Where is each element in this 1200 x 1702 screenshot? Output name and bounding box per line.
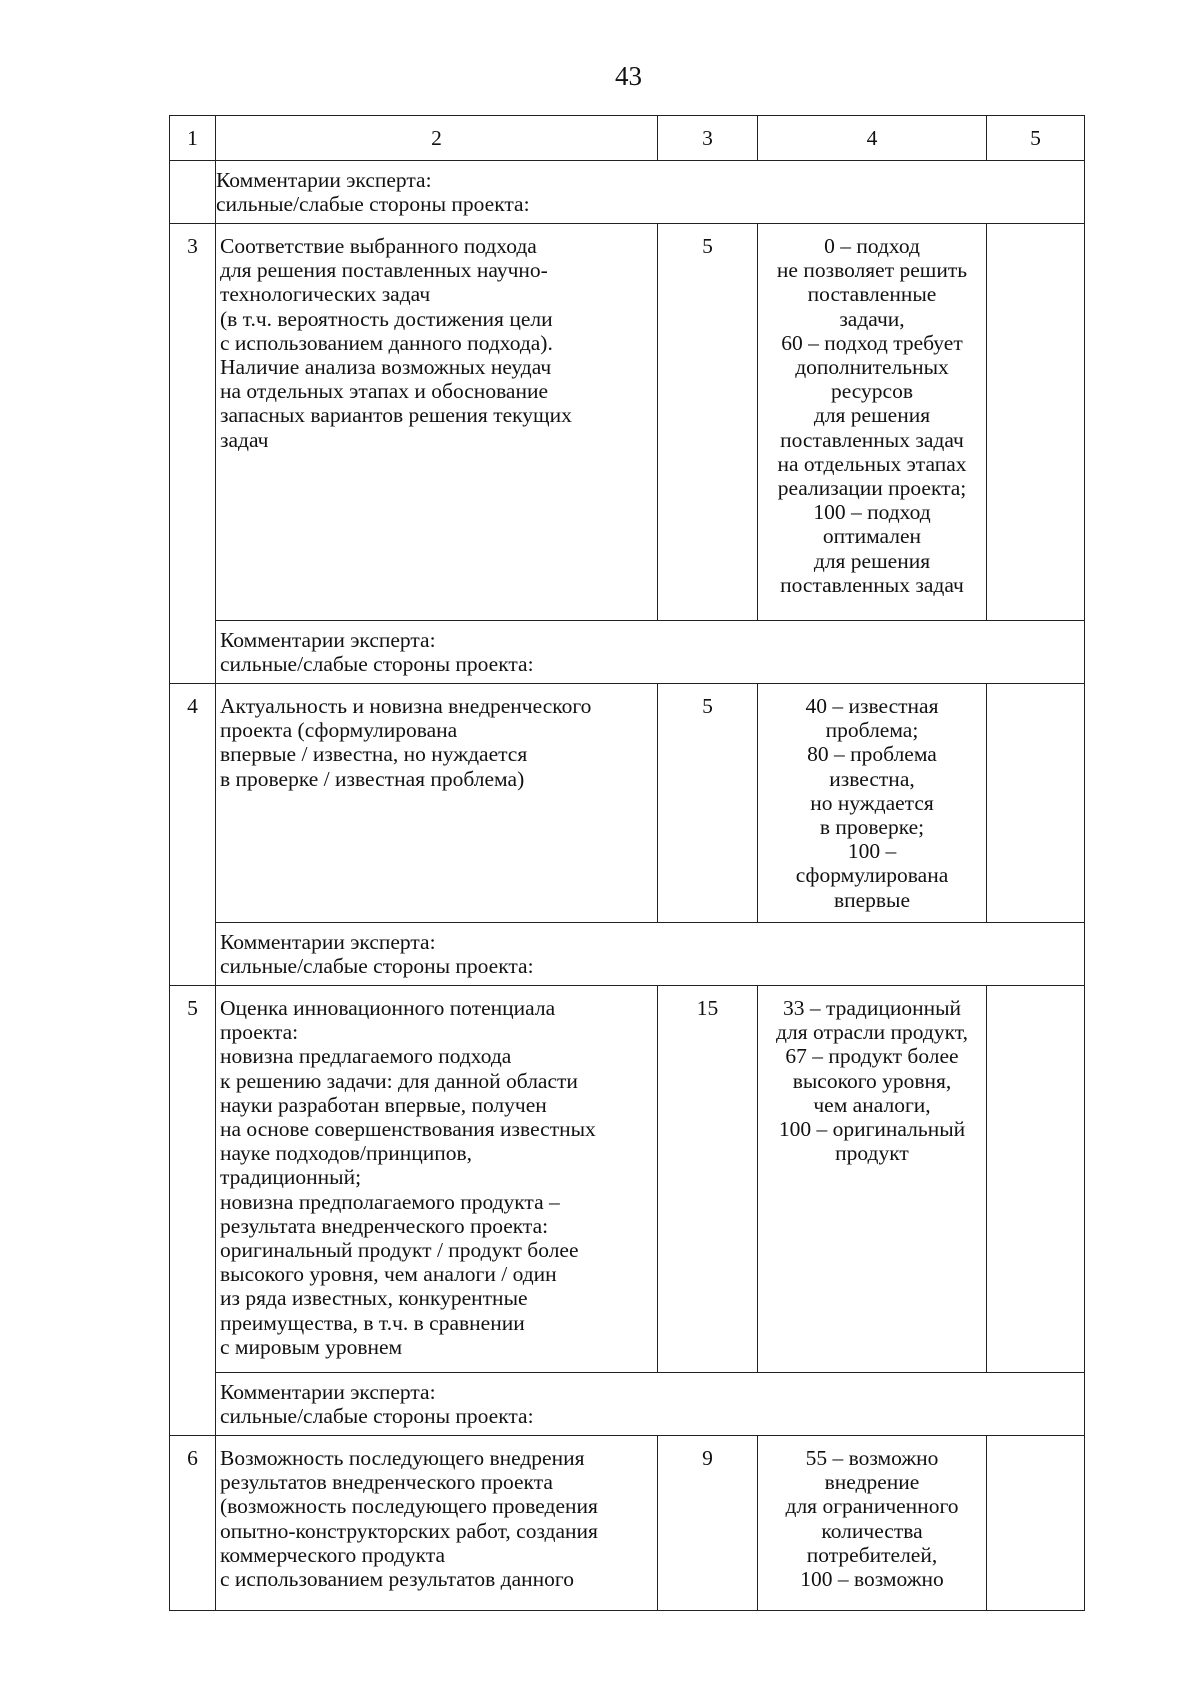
scale-line: поставленные bbox=[807, 282, 937, 307]
scale-line: но нуждается bbox=[810, 790, 934, 815]
criterion-line: науки разработан впервые, получен bbox=[220, 1092, 547, 1117]
scale-line: сформулирована bbox=[795, 863, 949, 888]
scale-line: 100 – подход bbox=[813, 500, 931, 525]
scale-line: чем аналоги, bbox=[813, 1092, 931, 1117]
criterion-line: преимущества, в т.ч. в сравнении bbox=[220, 1310, 525, 1335]
criterion-line: к решению задачи: для данной области bbox=[220, 1068, 578, 1093]
criterion-line: высокого уровня, чем аналоги / один bbox=[220, 1262, 557, 1287]
criterion-text bbox=[216, 1436, 658, 1611]
scale-line: 67 – продукт более bbox=[785, 1044, 959, 1069]
scale-line: продукт bbox=[835, 1141, 909, 1166]
criterion-row-3 bbox=[170, 224, 1085, 621]
criterion-row-5 bbox=[170, 986, 1085, 1373]
expert-comment-cell bbox=[216, 621, 1085, 684]
scale-line: количества bbox=[821, 1518, 923, 1543]
table-header-row bbox=[170, 116, 1085, 161]
scale-line: задачи, bbox=[839, 306, 905, 331]
comment-label: Комментарии эксперта: bbox=[220, 930, 436, 954]
criterion-text bbox=[216, 684, 658, 923]
criterion-line: с использованием данного подхода). bbox=[220, 330, 553, 355]
scale-line: 60 – подход требует bbox=[781, 330, 963, 355]
header-col-4: 4 bbox=[758, 116, 987, 161]
scale-line: на отдельных этапах bbox=[777, 451, 967, 476]
row-number: 4 bbox=[170, 684, 216, 986]
scale-line: не позволяет решить bbox=[776, 258, 968, 283]
criterion-line: задач bbox=[220, 427, 269, 452]
weight-value: 15 bbox=[658, 986, 758, 1373]
criterion-row-4 bbox=[170, 684, 1085, 923]
scale-line: 40 – известная bbox=[805, 694, 939, 718]
criterion-line: опытно-конструкторских работ, создания bbox=[220, 1518, 598, 1543]
criterion-line: на отдельных этапах и обоснование bbox=[220, 379, 549, 404]
comment-sublabel: сильные/слабые стороны проекта: bbox=[220, 652, 534, 677]
scale-line: поставленных задач bbox=[780, 427, 964, 452]
criterion-line: оригинальный продукт / продукт более bbox=[220, 1238, 579, 1263]
criterion-text bbox=[216, 986, 658, 1373]
scale-line: для решения bbox=[813, 548, 931, 573]
criterion-line: с использованием результатов данного bbox=[220, 1567, 574, 1592]
criterion-line: результатов внедренческого проекта bbox=[220, 1470, 553, 1495]
criterion-line: новизна предлагаемого подхода bbox=[220, 1044, 512, 1069]
scale-line: высокого уровня, bbox=[792, 1068, 952, 1093]
row-number: 3 bbox=[170, 224, 216, 684]
scale-line: внедрение bbox=[824, 1470, 920, 1495]
criterion-line: традиционный; bbox=[220, 1165, 362, 1190]
criterion-line: Оценка инновационного потенциала bbox=[220, 996, 556, 1020]
comment-label: Комментарии эксперта: bbox=[220, 1380, 436, 1404]
score-cell[interactable] bbox=[987, 224, 1085, 621]
scale-line: для отрасли продукт, bbox=[776, 1020, 968, 1045]
comment-label: Комментарии эксперта: bbox=[216, 168, 432, 192]
page-number: 43 bbox=[615, 61, 642, 91]
criterion-line: из ряда известных, конкурентные bbox=[220, 1286, 528, 1311]
criterion-line: проекта (сформулирована bbox=[220, 718, 458, 743]
criterion-text bbox=[216, 224, 658, 621]
row-number: 5 bbox=[170, 986, 216, 1436]
scale-line: проблема; bbox=[825, 718, 919, 743]
criterion-line: Возможность последующего внедрения bbox=[220, 1446, 585, 1470]
criterion-line: коммерческого продукта bbox=[220, 1542, 446, 1567]
scale-line: 55 – возможно bbox=[805, 1446, 939, 1470]
criterion-row-6 bbox=[170, 1436, 1085, 1611]
comment-sublabel: сильные/слабые стороны проекта: bbox=[216, 192, 530, 217]
weight-value: 5 bbox=[658, 224, 758, 621]
scale-line: 100 – оригинальный bbox=[778, 1117, 966, 1142]
score-scale bbox=[758, 1436, 987, 1611]
comment-row bbox=[170, 1373, 1085, 1436]
criterion-line: результата внедренческого проекта: bbox=[220, 1213, 549, 1238]
scale-line: 80 – проблема bbox=[807, 742, 937, 767]
header-col-2: 2 bbox=[216, 116, 658, 161]
scale-line: 100 – bbox=[847, 839, 897, 864]
score-cell[interactable] bbox=[987, 684, 1085, 923]
comment-sublabel: сильные/слабые стороны проекта: bbox=[220, 954, 534, 979]
scale-line: известна, bbox=[829, 766, 915, 791]
weight-value: 5 bbox=[658, 684, 758, 923]
scale-line: поставленных задач bbox=[780, 572, 964, 597]
scale-line: оптимален bbox=[822, 524, 922, 549]
criterion-line: проекта: bbox=[220, 1020, 299, 1045]
scale-line: для решения bbox=[813, 403, 931, 428]
score-scale bbox=[758, 684, 987, 923]
scale-line: 100 – возможно bbox=[800, 1567, 944, 1592]
comment-row bbox=[170, 621, 1085, 684]
comment-label: Комментарии эксперта: bbox=[220, 628, 436, 652]
expert-comment-cell bbox=[216, 161, 1085, 224]
scale-line: для ограниченного bbox=[785, 1494, 959, 1519]
score-cell[interactable] bbox=[987, 1436, 1085, 1611]
comment-sublabel: сильные/слабые стороны проекта: bbox=[220, 1404, 534, 1429]
evaluation-criteria-table bbox=[169, 115, 1085, 1611]
criterion-line: Наличие анализа возможных неудач bbox=[220, 355, 552, 380]
scale-line: дополнительных bbox=[795, 355, 949, 380]
score-cell[interactable] bbox=[987, 986, 1085, 1373]
scale-line: 33 – традиционный bbox=[782, 996, 962, 1020]
criterion-line: с мировым уровнем bbox=[220, 1334, 403, 1359]
header-col-5: 5 bbox=[987, 116, 1085, 161]
criterion-line: Соответствие выбранного подхода bbox=[220, 234, 537, 258]
comment-row bbox=[170, 161, 1085, 224]
row-number: 6 bbox=[170, 1436, 216, 1611]
scale-line: в проверке; bbox=[819, 815, 925, 840]
score-scale bbox=[758, 224, 987, 621]
scale-line: потребителей, bbox=[806, 1542, 938, 1567]
criterion-line: Актуальность и новизна внедренческого bbox=[220, 694, 592, 718]
scale-line: 0 – подход bbox=[824, 234, 920, 258]
weight-value: 9 bbox=[658, 1436, 758, 1611]
criterion-line: новизна предполагаемого продукта – bbox=[220, 1189, 560, 1214]
expert-comment-cell bbox=[216, 923, 1085, 986]
header-col-1: 1 bbox=[170, 116, 216, 161]
criterion-line: науке подходов/принципов, bbox=[220, 1141, 473, 1166]
scale-line: впервые bbox=[833, 887, 911, 912]
criterion-line: технологических задач bbox=[220, 282, 431, 307]
criterion-line: в проверке / известная проблема) bbox=[220, 766, 525, 791]
expert-comment-cell bbox=[216, 1373, 1085, 1436]
comment-row bbox=[170, 923, 1085, 986]
criterion-line: запасных вариантов решения текущих bbox=[220, 403, 572, 428]
scale-line: ресурсов bbox=[830, 379, 914, 404]
criterion-line: впервые / известна, но нуждается bbox=[220, 742, 528, 767]
comment-num-cell bbox=[170, 161, 216, 224]
criterion-line: (возможность последующего проведения bbox=[220, 1494, 598, 1519]
criterion-line: (в т.ч. вероятность достижения цели bbox=[220, 306, 553, 331]
criterion-line: на основе совершенствования известных bbox=[220, 1117, 596, 1142]
score-scale bbox=[758, 986, 987, 1373]
scale-line: реализации проекта; bbox=[777, 476, 967, 501]
header-col-3: 3 bbox=[658, 116, 758, 161]
criterion-line: для решения поставленных научно- bbox=[220, 258, 548, 283]
